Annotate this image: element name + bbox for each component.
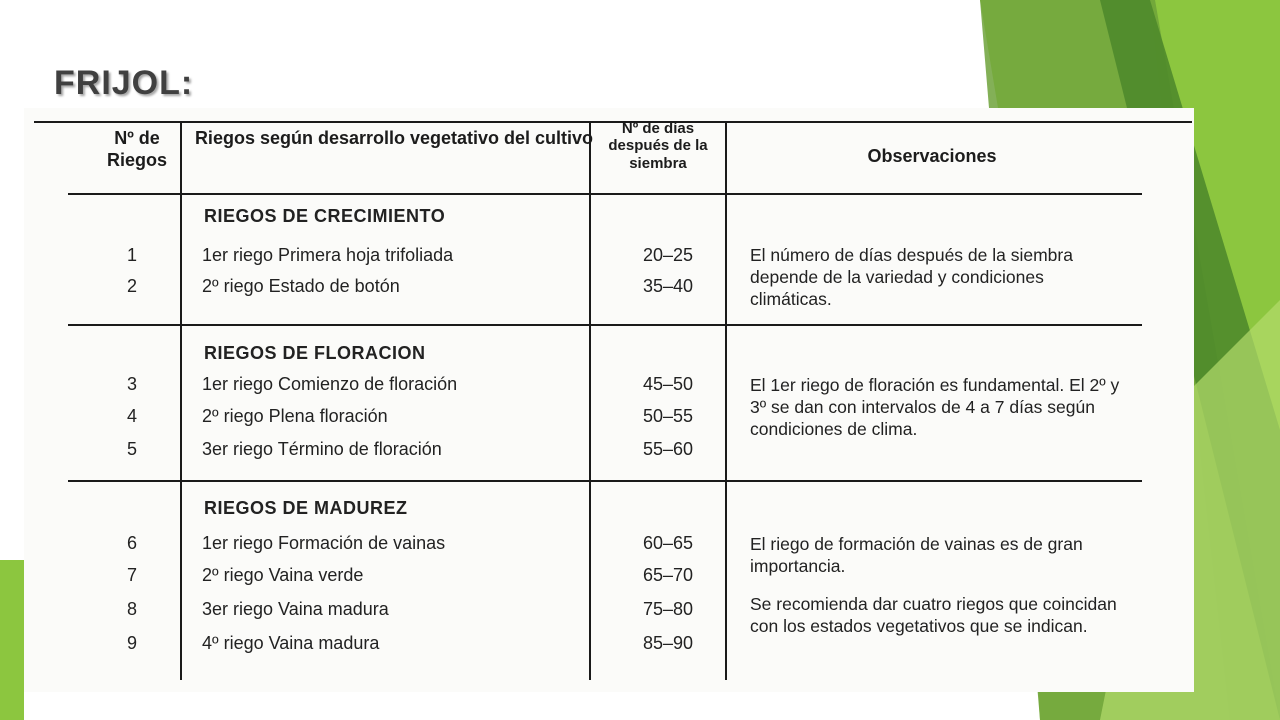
header-riegos: Riegos según desarrollo vegetativo del cultivo — [194, 128, 594, 148]
row-num: 7 — [126, 565, 137, 585]
section-title: RIEGOS DE MADUREZ — [204, 498, 408, 518]
section-title: RIEGOS DE FLORACION — [204, 343, 426, 363]
row-num: 9 — [126, 633, 137, 653]
row-num: 8 — [126, 599, 137, 619]
irrigation-table — [24, 108, 1194, 692]
row-riego: 3er riego Vaina madura — [202, 599, 389, 619]
observation-text: El número de días después de la siembra depende de la variedad y condiciones climáticas. — [750, 245, 1073, 309]
row-riego: 2º riego Plena floración — [202, 406, 388, 426]
row-num: 3 — [126, 374, 137, 394]
observation-text: Se recomienda dar cuatro riegos que coincidan con los estados vegetativos que se indican. — [750, 594, 1117, 636]
observation-text: El riego de formación de vainas es de gran importancia. — [750, 534, 1083, 576]
row-dias: 35–40 — [642, 276, 694, 296]
row-num: 5 — [126, 439, 137, 459]
row-riego: 1er riego Comienzo de floración — [202, 374, 458, 394]
row-num: 1 — [126, 245, 137, 265]
left-accent-bar — [0, 560, 24, 720]
row-num: 4 — [126, 406, 137, 426]
row-dias: 45–50 — [642, 374, 694, 394]
row-dias: 60–65 — [642, 533, 694, 553]
row-riego: 2º riego Estado de botón — [202, 276, 400, 296]
row-riego: 1er riego Primera hoja trifoliada — [202, 245, 454, 265]
row-num: 2 — [126, 276, 137, 296]
row-dias: 50–55 — [642, 406, 694, 426]
row-dias: 75–80 — [642, 599, 694, 619]
observation-text: El 1er riego de floración es fundamental. El 2º y 3º se dan con intervalos de 4 a 7 días según condiciones de clima. — [750, 375, 1120, 439]
slide-title: FRIJOL: — [54, 64, 194, 102]
header-obs: Observaciones — [867, 146, 997, 166]
row-riego: 4º riego Vaina madura — [202, 633, 380, 653]
row-riego: 1er riego Formación de vainas — [202, 533, 446, 553]
row-riego: 3er riego Término de floración — [202, 439, 442, 459]
row-num: 6 — [126, 533, 137, 553]
header-dias: Nº de días después de la siembra — [608, 120, 708, 172]
row-dias: 85–90 — [642, 633, 694, 653]
header-num: Nº de Riegos — [106, 128, 167, 170]
section-title: RIEGOS DE CRECIMIENTO — [204, 206, 446, 226]
row-dias: 55–60 — [642, 439, 694, 459]
row-dias: 20–25 — [642, 245, 694, 265]
row-dias: 65–70 — [642, 565, 694, 585]
row-riego: 2º riego Vaina verde — [202, 565, 364, 585]
